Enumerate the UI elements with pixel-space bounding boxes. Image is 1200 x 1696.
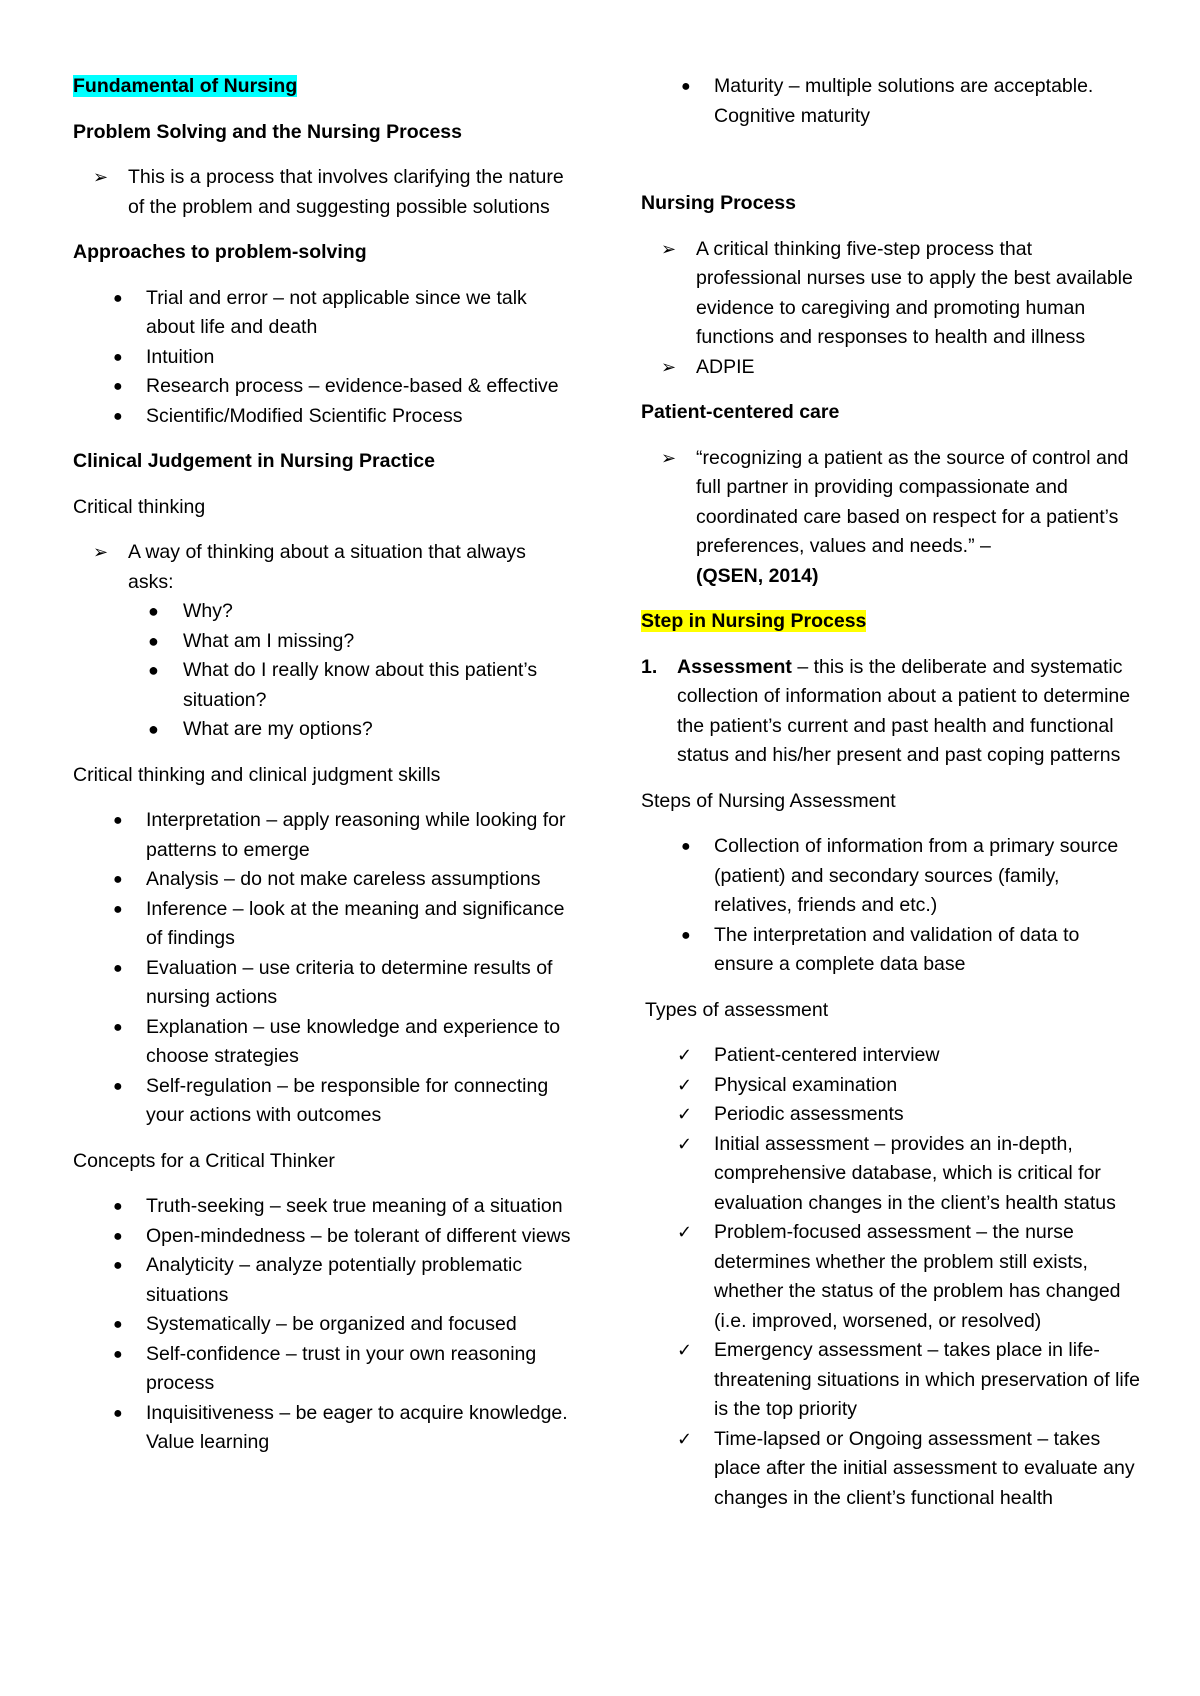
right-column bbox=[641, 72, 1141, 1529]
bullet-icon: ● bbox=[681, 838, 691, 855]
list-item: ✓ Time-lapsed or Ongoing assessment – takes place after the initial assessment to evaluate any changes in the client’s functional health bbox=[641, 1425, 1141, 1514]
step-term: Assessment bbox=[677, 655, 792, 678]
bullet-icon: ● bbox=[148, 630, 159, 651]
section-heading-patient-centered-care: Patient-centered care bbox=[641, 401, 840, 423]
bullet-icon: ● bbox=[113, 1018, 123, 1036]
checkmark-icon: ✓ bbox=[677, 1340, 693, 1360]
subheading-types: Types of assessment bbox=[645, 998, 829, 1021]
bullet-icon: ● bbox=[113, 1316, 123, 1333]
list-item: ● The interpretation and validation of data to ensure a complete data base bbox=[641, 921, 1141, 980]
critical-thinking-list bbox=[73, 538, 573, 745]
list-item: ➢ A way of thinking about a situation that always asks: ● Why? ● What am I missing? ● What do I really know about this patient’s situation? ● What are my options? bbox=[73, 538, 573, 745]
bullet-icon: ● bbox=[113, 1198, 123, 1215]
arrow-bullet-icon: ➢ bbox=[93, 167, 109, 187]
bullet-icon: ● bbox=[113, 348, 123, 366]
list-item: ● Maturity – multiple solutions are acceptable. Cognitive maturity bbox=[641, 72, 1141, 131]
list-item: ✓ Problem-focused assessment – the nurse determines whether the problem still exists, whether the status of the problem has changed (i.e. improved, worsened, or resolved) bbox=[641, 1218, 1141, 1336]
list-item: ● Systematically – be organized and focused bbox=[73, 1310, 573, 1340]
step-number: 1. bbox=[641, 655, 658, 678]
list-item: ● Trial and error – not applicable since we talk about life and death bbox=[73, 284, 573, 343]
arrow-bullet-icon: ➢ bbox=[661, 447, 677, 468]
bullet-icon: ● bbox=[113, 1404, 123, 1422]
section-heading-problem-solving: Problem Solving and the Nursing Process bbox=[73, 120, 463, 143]
list-item: ✓ Initial assessment – provides an in-depth, comprehensive database, which is critical for evaluation changes in the client’s health status bbox=[641, 1130, 1141, 1219]
list-item: ● Analyticity – analyze potentially problematic situations bbox=[73, 1251, 573, 1310]
bullet-icon: ● bbox=[681, 926, 691, 944]
arrow-bullet-icon: ➢ bbox=[661, 238, 677, 259]
bullet-icon: ● bbox=[681, 78, 691, 95]
critical-questions-list bbox=[128, 597, 573, 745]
left-column bbox=[73, 72, 573, 1474]
section-heading-nursing-process: Nursing Process bbox=[641, 192, 796, 214]
list-item: ✓ Physical examination bbox=[641, 1071, 1141, 1101]
arrow-bullet-icon: ➢ bbox=[661, 356, 677, 377]
bullet-icon: ● bbox=[113, 871, 123, 888]
bullet-icon: ● bbox=[113, 289, 123, 307]
checkmark-icon: ✓ bbox=[677, 1104, 693, 1124]
bullet-icon: ● bbox=[113, 959, 123, 977]
list-item: ● Scientific/Modified Scientific Process bbox=[73, 402, 573, 432]
bullet-icon: ● bbox=[113, 407, 123, 425]
list-item: ● What do I really know about this patient’s situation? bbox=[128, 656, 573, 715]
citation: (QSEN, 2014) bbox=[696, 564, 819, 587]
bullet-icon: ● bbox=[113, 1227, 123, 1245]
list-item: ● Explanation – use knowledge and experience to choose strategies bbox=[73, 1013, 573, 1072]
checkmark-icon: ✓ bbox=[677, 1074, 693, 1095]
bullet-icon: ● bbox=[113, 378, 123, 395]
bullet-icon: ● bbox=[113, 900, 123, 918]
bullet-icon: ● bbox=[148, 601, 159, 621]
list-item: ● What are my options? bbox=[128, 715, 573, 745]
subheading-skills: Critical thinking and clinical judgment skills bbox=[73, 763, 441, 786]
arrow-bullet-icon: ➢ bbox=[93, 542, 109, 562]
list-item: ● Interpretation – apply reasoning while looking for patterns to emerge bbox=[73, 806, 573, 865]
bullet-icon: ● bbox=[148, 719, 159, 739]
problem-solving-list bbox=[73, 163, 573, 222]
nursing-process-list bbox=[641, 235, 1141, 383]
subheading-critical-thinking: Critical thinking bbox=[73, 495, 206, 518]
list-item: ● What am I missing? bbox=[128, 627, 573, 657]
list-item: 1. Assessment – this is the deliberate and systematic collection of information about a patient to determine the patient’s current and past health and functional status and his/her present and past coping patterns bbox=[641, 653, 1141, 771]
subheading-steps-assessment: Steps of Nursing Assessment bbox=[641, 789, 896, 812]
list-item: ● Collection of information from a primary source (patient) and secondary sources (family, relatives, friends and etc.) bbox=[641, 832, 1141, 921]
list-item: ✓ Patient-centered interview bbox=[641, 1041, 1141, 1071]
document-title: Fundamental of Nursing bbox=[73, 75, 298, 97]
skills-list bbox=[73, 806, 573, 1131]
concepts-list bbox=[73, 1192, 573, 1458]
subheading-concepts: Concepts for a Critical Thinker bbox=[73, 1149, 335, 1172]
maturity-list bbox=[641, 72, 1141, 131]
types-list bbox=[641, 1041, 1141, 1513]
checkmark-icon: ✓ bbox=[677, 1045, 693, 1065]
steps-list bbox=[641, 653, 1141, 771]
approaches-list bbox=[73, 284, 573, 432]
checkmark-icon: ✓ bbox=[677, 1428, 693, 1449]
list-item: ● Evaluation – use criteria to determine results of nursing actions bbox=[73, 954, 573, 1013]
list-item: ➢ This is a process that involves clarifying the nature of the problem and suggesting possible solutions bbox=[73, 163, 573, 222]
list-item: ● Self-confidence – trust in your own reasoning process bbox=[73, 1340, 573, 1399]
list-item: ● Self-regulation – be responsible for connecting your actions with outcomes bbox=[73, 1072, 573, 1131]
checkmark-icon: ✓ bbox=[677, 1133, 693, 1154]
section-heading-steps: Step in Nursing Process bbox=[641, 610, 867, 632]
list-item: ➢ A critical thinking five-step process that professional nurses use to apply the best available evidence to caregiving and promoting human functions and responses to health and illness bbox=[641, 235, 1141, 353]
list-item: ● Analysis – do not make careless assumptions bbox=[73, 865, 573, 895]
bullet-icon: ● bbox=[113, 812, 123, 829]
bullet-icon: ● bbox=[113, 1257, 123, 1274]
list-item: ✓ Emergency assessment – takes place in life-threatening situations in which preservation of life is the top priority bbox=[641, 1336, 1141, 1425]
section-heading-approaches: Approaches to problem-solving bbox=[73, 241, 367, 263]
list-item: ● Intuition bbox=[73, 343, 573, 373]
list-item: ➢ ADPIE bbox=[641, 353, 1141, 383]
list-item: ● Open-mindedness – be tolerant of different views bbox=[73, 1222, 573, 1252]
list-item: ➢ “recognizing a patient as the source of control and full partner in providing compassionate and coordinated care based on respect for a patient’s preferences, values and needs.” – (QSEN, 2014) bbox=[641, 444, 1141, 592]
bullet-icon: ● bbox=[148, 660, 159, 680]
list-item: ✓ Periodic assessments bbox=[641, 1100, 1141, 1130]
list-item: ● Inquisitiveness – be eager to acquire knowledge. Value learning bbox=[73, 1399, 573, 1458]
steps-assessment-list bbox=[641, 832, 1141, 980]
patient-centered-care-list bbox=[641, 444, 1141, 592]
list-item: ● Why? bbox=[128, 597, 573, 627]
bullet-icon: ● bbox=[113, 1077, 123, 1095]
checkmark-icon: ✓ bbox=[677, 1222, 693, 1242]
list-item: ● Truth-seeking – seek true meaning of a situation bbox=[73, 1192, 573, 1222]
list-item: ● Research process – evidence-based & effective bbox=[73, 372, 573, 402]
list-item: ● Inference – look at the meaning and significance of findings bbox=[73, 895, 573, 954]
bullet-icon: ● bbox=[113, 1345, 123, 1363]
section-heading-clinical-judgement: Clinical Judgement in Nursing Practice bbox=[73, 450, 435, 472]
